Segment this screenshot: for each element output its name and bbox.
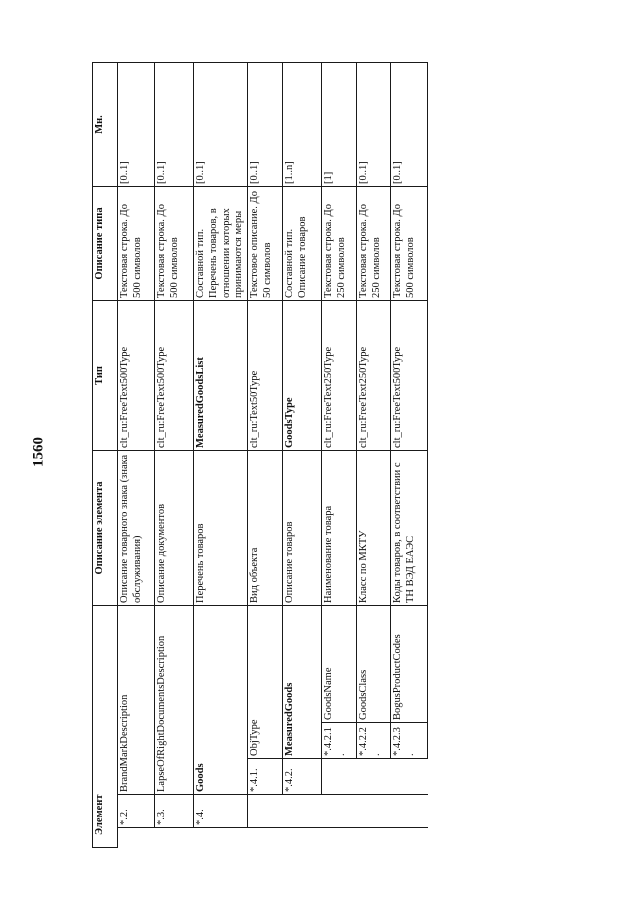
multiplicity: [0..1] [155,62,194,186]
table-row [391,62,428,847]
element-name: BogusProductCodes [391,605,428,722]
indent-blank [248,795,428,828]
table-row [248,62,283,847]
element-name: ObjType [248,605,283,758]
indent-blank-2 [322,759,428,795]
schema-table [92,62,428,848]
element-type: clt_ru:FreeText500Type [155,300,194,450]
type-description: Текстовая строка. До 500 символов [391,186,428,300]
table-row [283,62,322,847]
element-type: MeasuredGoodsList [194,300,248,450]
multiplicity: [0..1] [194,62,248,186]
element-name: GoodsClass [357,605,391,722]
rotated-table-wrapper [92,63,610,848]
type-description: Текстовая строка. До 250 символов [357,186,391,300]
type-description: Текстовая строка. До 500 символов [118,186,155,300]
header-multiplicity: Мн. [93,62,118,186]
row-number: *.2. [118,795,155,828]
multiplicity: [0..1] [248,62,283,186]
element-description: Вид объекта [248,450,283,605]
element-name: Goods [194,605,248,794]
element-description: Описание товаров [283,450,322,605]
element-description: Описание документов [155,450,194,605]
row-number: *.4.2.2. [357,723,391,759]
type-description: Текстовая строка. До 500 символов [155,186,194,300]
element-type: GoodsType [283,300,322,450]
row-number: *.4.2.1. [322,723,357,759]
multiplicity: [0..1] [357,62,391,186]
element-name: GoodsName [322,605,357,722]
element-type: clt_ru:FreeText500Type [118,300,155,450]
header-type: Тип [93,300,118,450]
multiplicity: [0..1] [118,62,155,186]
row-number: *.4.2.3. [391,723,428,759]
element-name: BrandMarkDescription [118,605,155,794]
type-description: Текстовая строка. До 250 символов [322,186,357,300]
multiplicity: [0..1] [391,62,428,186]
element-type: clt_ru:FreeText500Type [391,300,428,450]
element-description: Наименование товара [322,450,357,605]
element-type: clt_ru:Text50Type [248,300,283,450]
element-description: Класс по МКТУ [357,450,391,605]
table-row [322,62,357,847]
header-row [93,62,118,847]
multiplicity: [1] [322,62,357,186]
type-description: Составной тип. Перечень товаров, в отношении которых принимаются меры [194,186,248,300]
header-element-description: Описание элемента [93,450,118,605]
element-description: Коды товаров, в соответствии с ТН ВЭД ЕАЭС [391,450,428,605]
element-type: clt_ru:FreeText250Type [322,300,357,450]
header-type-description: Описание типа [93,186,118,300]
table-row [194,62,248,847]
element-name: MeasuredGoods [283,605,322,758]
header-element: Элемент [93,605,118,847]
left-blank [118,828,428,848]
table-row [357,62,391,847]
type-description: Текстовое описание. До 50 символов [248,186,283,300]
element-description: Перечень товаров [194,450,248,605]
multiplicity: [1..n] [283,62,322,186]
element-description: Описание товарного знака (знака обслуживания) [118,450,155,605]
row-number: *.4.1. [248,759,283,795]
element-name: LapseOfRightDocumentsDescription [155,605,194,794]
type-description: Составной тип. Описание товаров [283,186,322,300]
row-number: *.3. [155,795,194,828]
table-row [155,62,194,847]
page-number: 1560 [30,437,47,467]
row-number: *.4.2. [283,759,322,795]
row-number: *.4. [194,795,248,828]
element-type: clt_ru:FreeText250Type [357,300,391,450]
table-row [118,62,155,847]
